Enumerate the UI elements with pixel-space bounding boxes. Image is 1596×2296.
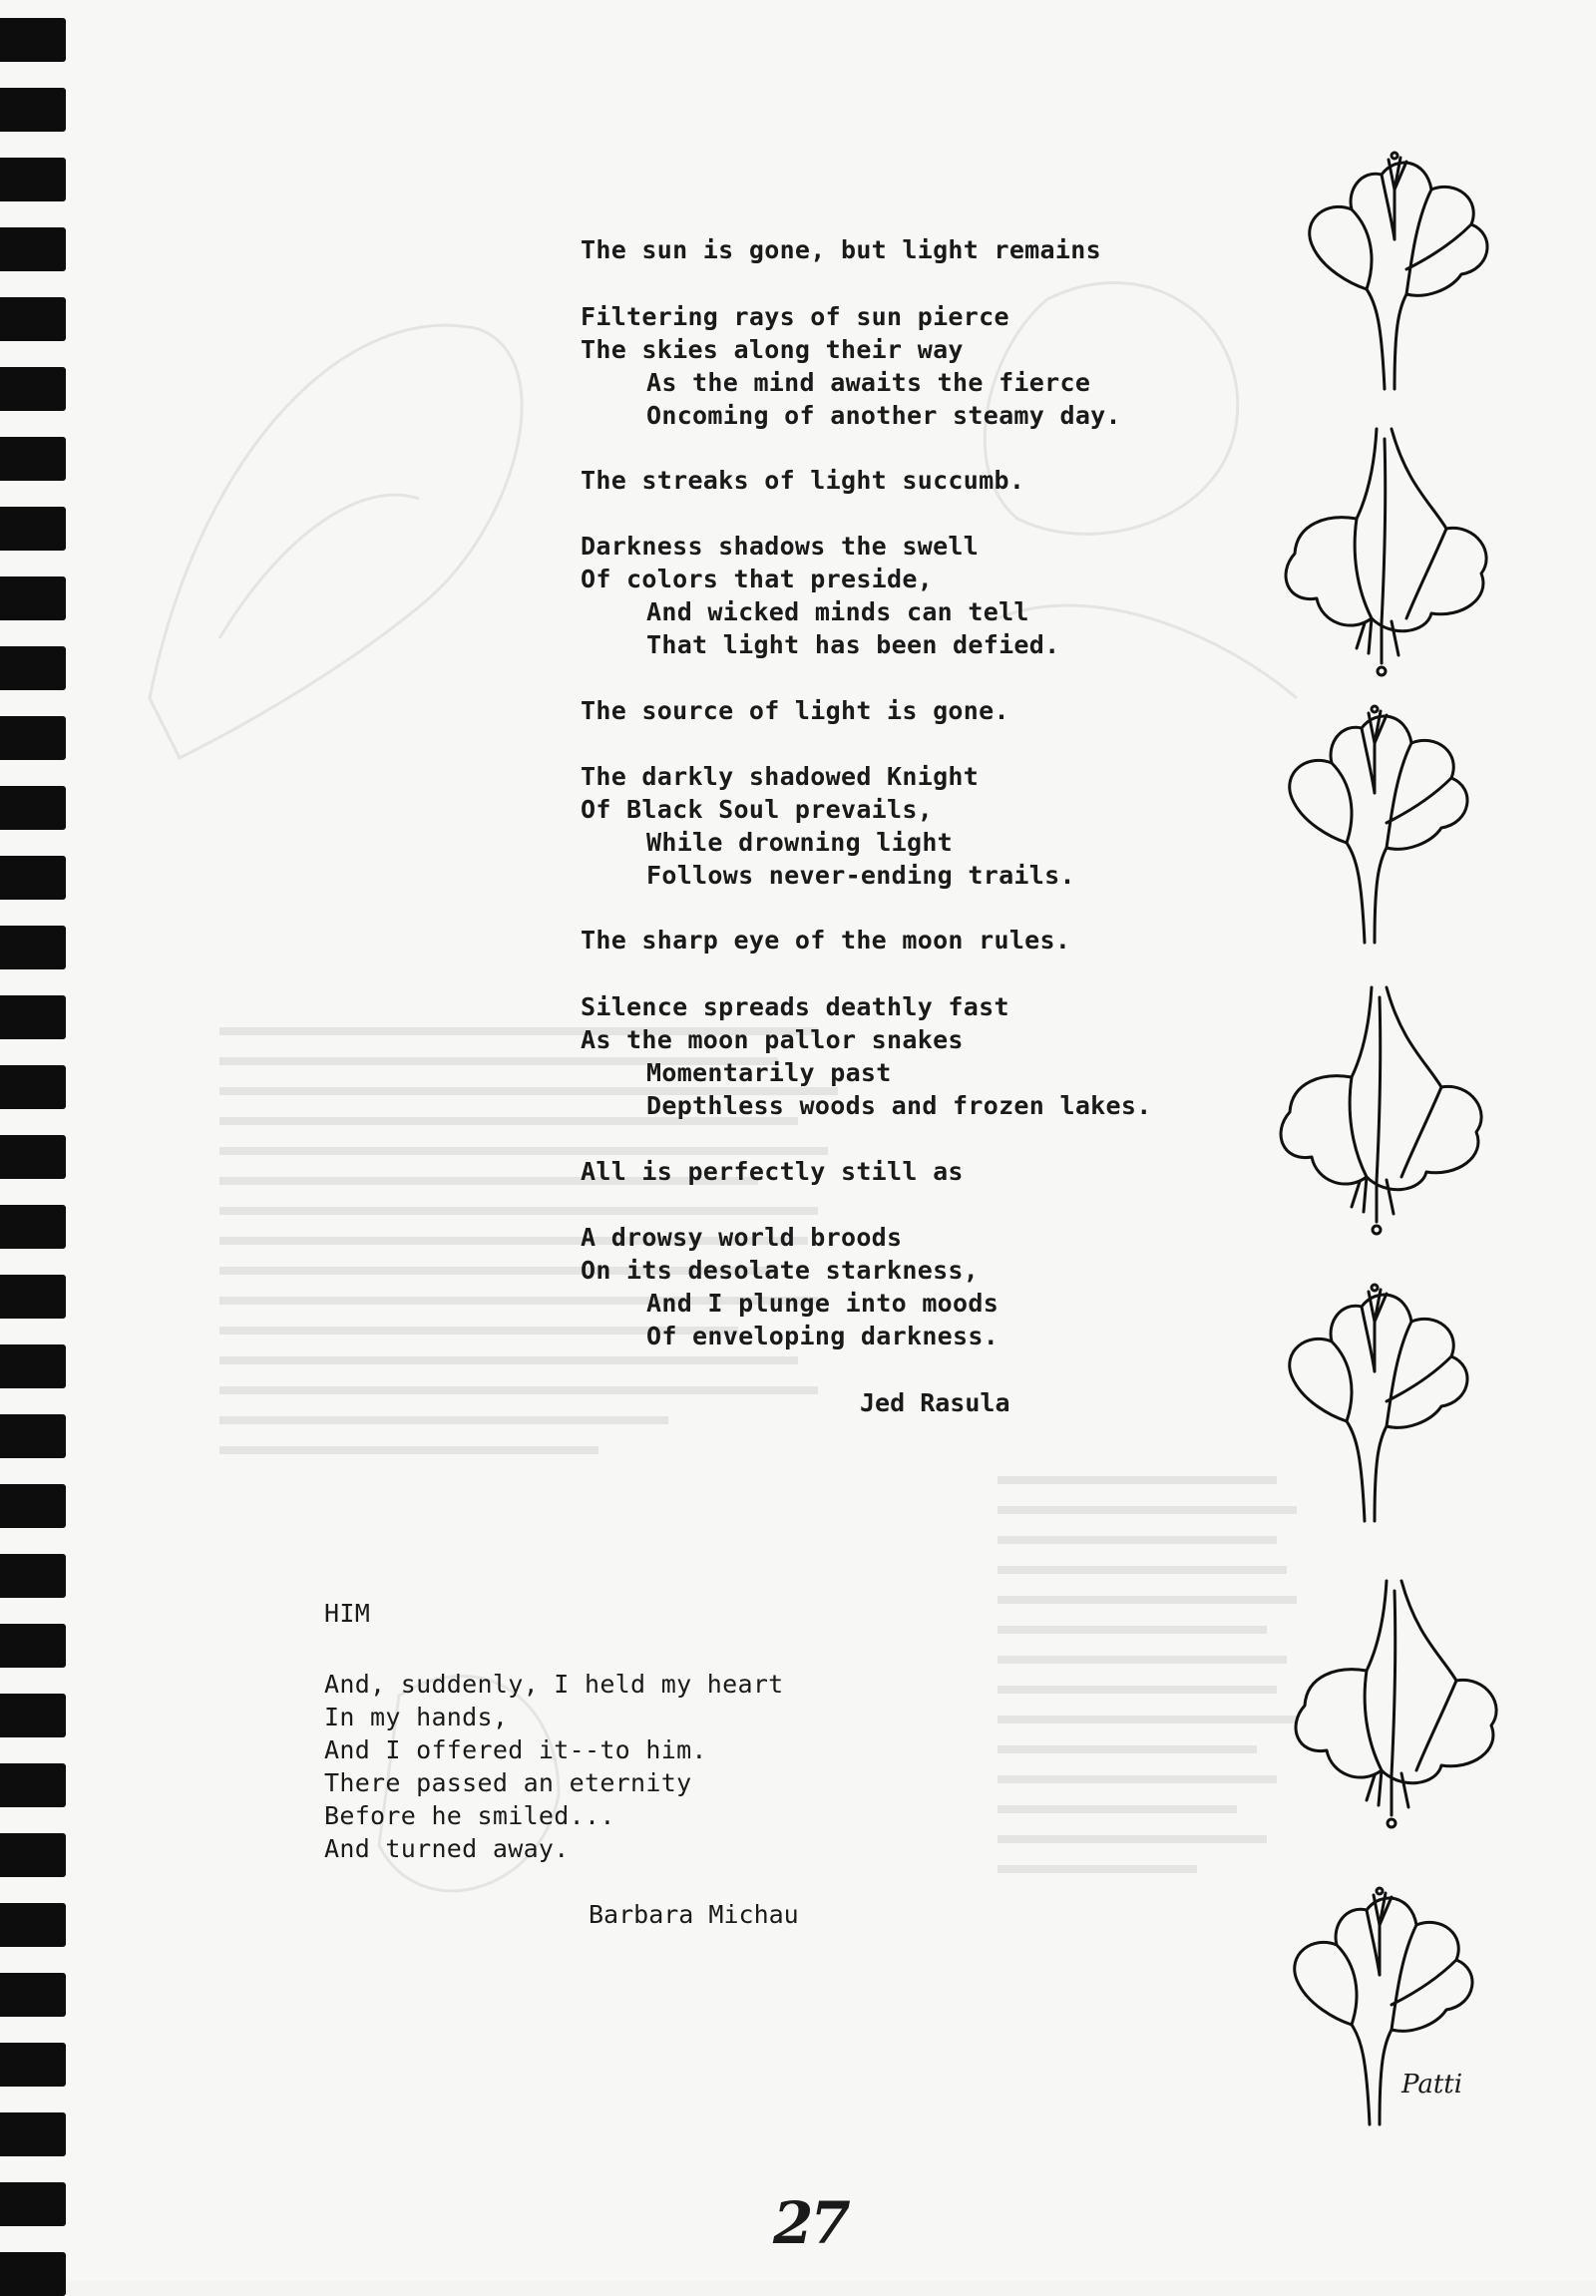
flower-drawing	[1290, 1285, 1467, 1521]
poem-line: Momentarily past	[646, 1058, 892, 1087]
binding-tab	[0, 646, 66, 690]
poem-line: The skies along their way	[581, 335, 964, 364]
binding-tab	[0, 158, 66, 201]
poem-line: And I offered it--to him.	[324, 1735, 707, 1764]
binding-tab	[0, 18, 66, 62]
poem-line: And, suddenly, I held my heart	[324, 1670, 784, 1699]
poem-line: All is perfectly still as	[581, 1157, 964, 1186]
poem-line: Silence spreads deathly fast	[581, 992, 1009, 1021]
binding-tab	[0, 1763, 66, 1807]
flower-drawing	[1290, 706, 1467, 943]
binding-tab	[0, 1344, 66, 1388]
poem-line: A drowsy world broods	[581, 1223, 903, 1252]
spiral-binding	[0, 0, 70, 2281]
poem-line: Of enveloping darkness.	[646, 1322, 999, 1350]
poem-line: The sun is gone, but light remains	[581, 235, 1101, 264]
binding-tab	[0, 786, 66, 830]
binding-tab	[0, 1833, 66, 1877]
poem-line: That light has been defied.	[646, 630, 1060, 659]
binding-tab	[0, 1414, 66, 1458]
page-number: 27	[773, 2189, 848, 2257]
binding-tab	[0, 1135, 66, 1179]
poem-line: And I plunge into moods	[646, 1289, 999, 1318]
binding-tab	[0, 1065, 66, 1109]
binding-tab	[0, 437, 66, 481]
poem-author: Jed Rasula	[860, 1388, 1010, 1417]
binding-tab	[0, 2182, 66, 2226]
poem-line: Oncoming of another steamy day.	[646, 401, 1121, 430]
poem-line: Darkness shadows the swell	[581, 532, 980, 561]
poem-line: Depthless woods and frozen lakes.	[646, 1091, 1152, 1120]
poem-line: Of colors that preside,	[581, 565, 934, 593]
poem-line: The source of light is gone.	[581, 696, 1009, 725]
binding-tab	[0, 856, 66, 900]
binding-tab	[0, 297, 66, 341]
flower-drawing	[1286, 429, 1486, 675]
illustrator-signature: Patti	[1401, 2070, 1463, 2100]
poem-line: In my hands,	[324, 1703, 509, 1731]
binding-tab	[0, 995, 66, 1039]
poem-line: The darkly shadowed Knight	[581, 762, 980, 791]
binding-tab	[0, 1205, 66, 1249]
poem-line: As the mind awaits the fierce	[646, 368, 1091, 397]
poem-line: Filtering rays of sun pierce	[581, 302, 1009, 331]
binding-tab	[0, 1903, 66, 1947]
binding-tab	[0, 227, 66, 271]
flower-drawing	[1281, 987, 1481, 1234]
binding-tab	[0, 1275, 66, 1319]
poem-line: On its desolate starkness,	[581, 1256, 980, 1285]
poem-line: Follows never-ending trails.	[646, 861, 1075, 890]
poem-line: While drowning light	[646, 828, 954, 857]
binding-tab	[0, 926, 66, 969]
poem-line: The sharp eye of the moon rules.	[581, 926, 1071, 955]
binding-tab	[0, 2112, 66, 2156]
binding-tab	[0, 1973, 66, 2017]
poem-line: Of Black Soul prevails,	[581, 795, 934, 824]
binding-tab	[0, 716, 66, 760]
binding-tab	[0, 2043, 66, 2087]
binding-tab	[0, 1554, 66, 1598]
binding-tab	[0, 1694, 66, 1737]
binding-tab	[0, 88, 66, 132]
binding-tab	[0, 576, 66, 620]
poem-author: Barbara Michau	[589, 1900, 799, 1929]
binding-tab	[0, 1624, 66, 1668]
poem-line: And wicked minds can tell	[646, 597, 1029, 626]
binding-tab	[0, 2252, 66, 2296]
binding-tab	[0, 1484, 66, 1528]
poem-title: HIM	[324, 1599, 371, 1628]
poem-line: And turned away.	[324, 1834, 570, 1863]
flower-drawing	[1296, 1581, 1496, 1827]
poem-line: There passed an eternity	[324, 1768, 692, 1797]
binding-tab	[0, 367, 66, 411]
flower-illustration-column	[1257, 150, 1556, 2194]
poem-line: As the moon pallor snakes	[581, 1025, 964, 1054]
flower-drawing	[1310, 153, 1487, 389]
poem-line: Before he smiled...	[324, 1801, 615, 1830]
binding-tab	[0, 507, 66, 551]
poem-line: The streaks of light succumb.	[581, 466, 1025, 495]
